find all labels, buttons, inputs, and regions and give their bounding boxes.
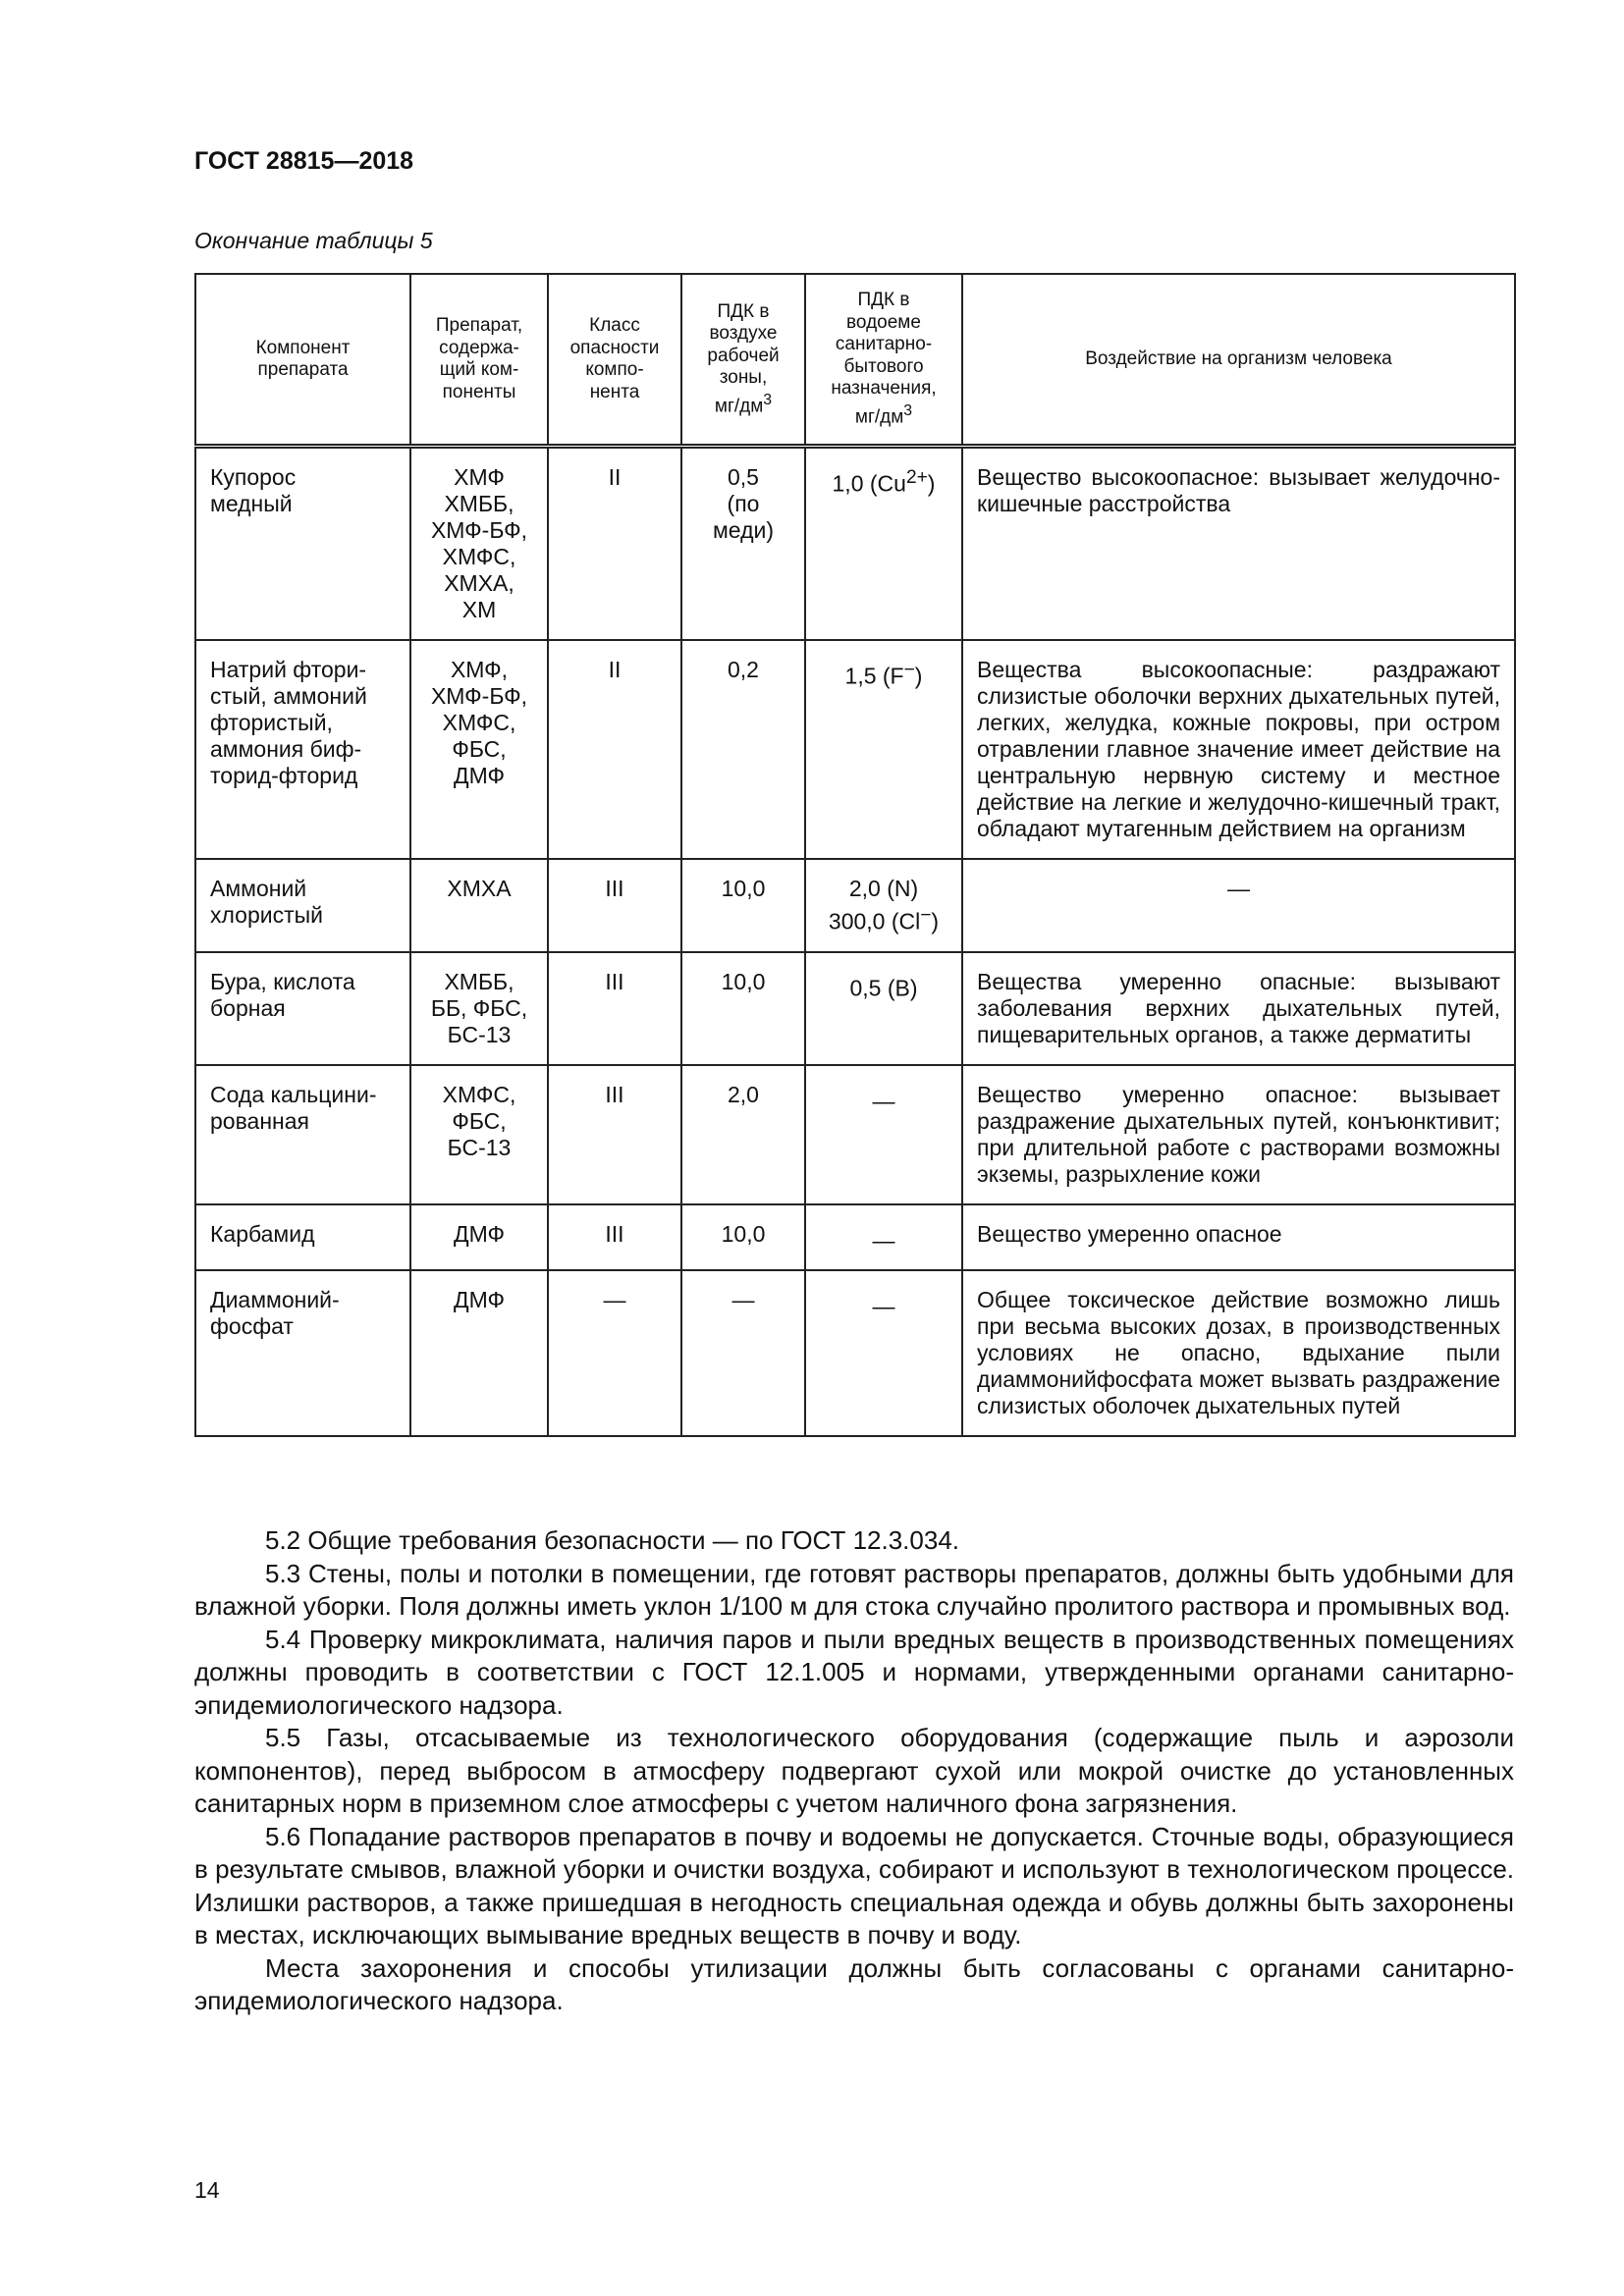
cell-preparation: ДМФ — [410, 1270, 548, 1436]
cell-pdk-water-close: ) — [931, 908, 940, 934]
cell-component: Натрий фтори- стый, аммоний фтористый, аммония биф- торид-фторид — [195, 640, 410, 859]
body-paragraph: 5.6 Попадание растворов препаратов в почву и водоемы не допускается. Сточные воды, образующиеся в результате смывов, влажной уборки и очистки воздуха, собирают и используют в технологическом процессе. Излишки растворов, а также пришедшая в негодность специальная одежда и обувь должны быть захоронены в местах, исключающих вымывание вредных веществ в почву и воду. — [194, 1821, 1514, 1949]
cell-hazard-class: III — [548, 1204, 681, 1271]
body-paragraph: 5.3 Стены, полы и потолки в помещении, где готовят растворы препаратов, должны быть удобными для влажной уборки. Поля должны иметь уклон 1/100 м для стока случайно пролитого раствора и промывных вод. — [194, 1558, 1514, 1621]
header-pdk-air-text: ПДК в воздухе рабочей зоны, мг/дм — [707, 300, 780, 416]
body-paragraph: Места захоронения и способы утилизации должны быть согласованы с органами санитарно-эпидемиологического надзора. — [194, 1952, 1514, 2015]
cell-pdk-water — [805, 859, 962, 952]
cell-pdk-water-value: — — [872, 1088, 895, 1114]
cell-pdk-water-value: 1,5 (F — [844, 663, 904, 689]
cell-pdk-water-value: — — [872, 1227, 895, 1254]
header-pdk-water — [805, 274, 962, 447]
cell-pdk-water — [805, 447, 962, 641]
cell-pdk-air: 10,0 — [681, 859, 805, 952]
cell-pdk-water — [805, 1270, 962, 1436]
cell-hazard-class: III — [548, 952, 681, 1065]
cell-effect: Общее токсическое действие возможно лишь при весьма высоких дозах, в производственных условиях не опасно, вдыхание пыли диаммонийфосфата может вызвать раздражение слизистых оболочек дыхательных путей — [962, 1270, 1515, 1436]
header-pdk-water-text: ПДК в водоеме санитарно- бытового назначения, мг/дм — [831, 290, 937, 428]
cell-pdk-air: — — [681, 1270, 805, 1436]
body-text — [194, 1524, 1514, 2018]
cell-pdk-air: 2,0 — [681, 1065, 805, 1204]
cell-preparation: ХМФ, ХМФ-БФ, ХМФС, ФБС, ДМФ — [410, 640, 548, 859]
cell-preparation: ХМФС, ФБС, БС-13 — [410, 1065, 548, 1204]
cell-effect: Вещество умеренно опасное — [962, 1204, 1515, 1271]
page-number: 14 — [194, 2177, 220, 2203]
table-5 — [194, 273, 1516, 1437]
header-component: Компонент препарата — [195, 274, 410, 447]
table-row — [195, 1065, 1515, 1204]
cell-hazard-class: III — [548, 1065, 681, 1204]
table-row — [195, 859, 1515, 952]
header-pdk-water-sup: 3 — [903, 401, 913, 419]
table-caption: Окончание таблицы 5 — [194, 228, 433, 253]
header-pdk-air — [681, 274, 805, 447]
cell-effect: Вещества высокоопасные: раздражают слизистые оболочки верхних дыхательных путей, легких, желудка, кожные покровы, при остром отравлении главное значение имеет действие на центральную нервную систему и местное действие на легкие и желудочно-кишечный тракт, обладают мутагенным действием на организм — [962, 640, 1515, 859]
header-pdk-air-sup: 3 — [763, 391, 773, 408]
header-hazard-class: Класс опасности компо- нента — [548, 274, 681, 447]
table-row — [195, 952, 1515, 1065]
cell-pdk-water-close: ) — [927, 470, 936, 497]
cell-pdk-air: 10,0 — [681, 1204, 805, 1271]
table-row — [195, 447, 1515, 641]
cell-preparation: ДМФ — [410, 1204, 548, 1271]
document-header: ГОСТ 28815—2018 — [194, 147, 414, 175]
table-header-row — [195, 274, 1515, 447]
cell-pdk-water-sup: − — [903, 660, 915, 680]
cell-pdk-water-sup: − — [920, 905, 932, 926]
cell-pdk-water — [805, 1065, 962, 1204]
cell-component: Аммоний хлористый — [195, 859, 410, 952]
cell-hazard-class: II — [548, 447, 681, 641]
header-effect: Воздействие на организм человека — [962, 274, 1515, 447]
cell-pdk-air: 0,2 — [681, 640, 805, 859]
cell-preparation: ХМББ, ББ, ФБС, БС-13 — [410, 952, 548, 1065]
cell-component: Сода кальцини- рованная — [195, 1065, 410, 1204]
body-paragraph: 5.2 Общие требования безопасности — по ГОСТ 12.3.034. — [265, 1525, 960, 1555]
cell-pdk-water-value: 2,0 (N) 300,0 (Cl — [828, 876, 921, 934]
body-paragraph: 5.5 Газы, отсасываемые из технологического оборудования (содержащие пыль и аэрозоли компонентов), перед выбросом в атмосферу подвергают сухой или мокрой очистке до установленных санитарных норм в приземном слое атмосферы с учетом наличного фона загрязнения. — [194, 1723, 1514, 1818]
body-paragraph: 5.4 Проверку микроклимата, наличия паров и пыли вредных веществ в производственных помещениях должны проводить в соответствии с ГОСТ 12.1.005 и нормами, утвержденными органами санитарно-эпидемиологического надзора. — [194, 1624, 1514, 1720]
cell-pdk-water-value: 0,5 (B) — [849, 975, 918, 1001]
cell-component: Купорос медный — [195, 447, 410, 641]
cell-hazard-class: III — [548, 859, 681, 952]
cell-component: Диаммоний- фосфат — [195, 1270, 410, 1436]
cell-pdk-water-value: — — [872, 1293, 895, 1319]
cell-pdk-water — [805, 1204, 962, 1271]
table-row — [195, 640, 1515, 859]
cell-pdk-water-sup: 2+ — [905, 467, 928, 488]
cell-effect: Вещество высокоопасное: вызывает желудочно-кишечные расстройства — [962, 447, 1515, 641]
cell-pdk-water — [805, 952, 962, 1065]
table-row — [195, 1204, 1515, 1271]
cell-pdk-water-close: ) — [914, 663, 923, 689]
cell-effect: Вещество умеренно опасное: вызывает раздражение дыхательных путей, конъюнктивит; при длительной работе с растворами возможны экземы, разрыхление кожи — [962, 1065, 1515, 1204]
cell-pdk-water-value: 1,0 (Cu — [832, 470, 906, 497]
header-preparation: Препарат, содержа- щий ком- поненты — [410, 274, 548, 447]
table-row — [195, 1270, 1515, 1436]
cell-pdk-air: 0,5 (по меди) — [681, 447, 805, 641]
table-body — [195, 447, 1515, 1437]
cell-pdk-water — [805, 640, 962, 859]
cell-component: Бура, кислота борная — [195, 952, 410, 1065]
cell-effect: Вещества умеренно опасные: вызывают заболевания верхних дыхательных путей, пищеварительных органов, а также дерматиты — [962, 952, 1515, 1065]
cell-pdk-air: 10,0 — [681, 952, 805, 1065]
cell-preparation: ХМХА — [410, 859, 548, 952]
cell-component: Карбамид — [195, 1204, 410, 1271]
cell-effect: — — [962, 859, 1515, 952]
cell-preparation: ХМФ ХМББ, ХМФ-БФ, ХМФС, ХМХА, ХМ — [410, 447, 548, 641]
cell-hazard-class: II — [548, 640, 681, 859]
cell-hazard-class: — — [548, 1270, 681, 1436]
